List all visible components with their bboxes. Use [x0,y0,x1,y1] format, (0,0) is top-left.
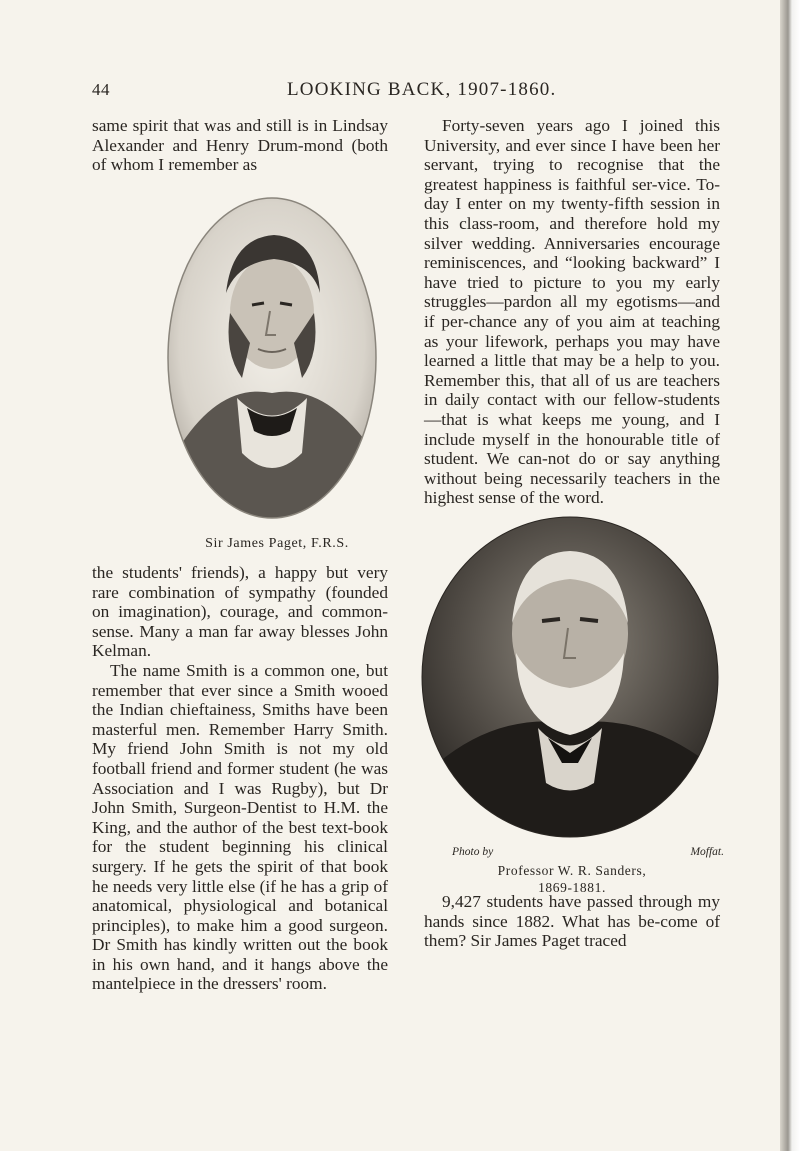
left-paragraph-1: the students' friends), a happy but very rare combination of sympathy (founded on imagination), courage, and common-sense. Many a man far away blesses John Kelman. [92,563,388,661]
portrait-paget [162,193,382,523]
page-number: 44 [92,80,110,99]
left-top-paragraph: same spirit that was and still is in Lindsay Alexander and Henry Drum-mond (both of whom I remember as [92,116,388,175]
portrait-sanders [418,513,722,841]
right-column-top [424,116,720,508]
left-column-top [92,116,388,175]
portrait-caption-paget: Sir James Paget, F.R.S. [205,536,349,551]
left-paragraph-2: The name Smith is a common one, but remember that ever since a Smith wooed the Indian chieftainess, Smiths have been masterful men. Remember Harry Smith. My friend John Smith is not my old football friend and former student (he was Association and I was Rugby), but Dr John Smith, Surgeon-Dentist to H.M. the King, and the author of the best text-book for the student beginning his clinical surgery. If he gets the spirit of that book he needs very little else (if he has a grip of anatomical, physiological and botanical principles), to make him a good surgeon. Dr Smith has kindly written out the book in his own hand, and it hangs above the mantelpiece in the dressers' room. [92,660,388,994]
left-column-bottom [92,563,388,994]
right-top-paragraph: Forty-seven years ago I joined this University, and ever since I have been her servant, trying to recognise that the greatest happiness is faithful ser-vice. To-day I enter on my twenty-fifth session in this class-room, and therefore hold my silver wedding. Anniversaries encourage reminiscences, and “looking backward” I have tried to picture to you my early struggles—pardon all my egotisms—and if per-chance any of you aim at teaching as your lifework, perhaps you may have learned a little that may be a help to you. Remember this, that all of us are teachers in daily contact with our fellow-students—that is what keeps me young, and I include myself in the honourable title of student. We can-not do or say anything without being necessarily teachers in the highest sense of the word. [424,116,720,508]
portrait-caption-sanders-name: Professor W. R. Sanders, [497,863,647,878]
portrait-caption-sanders-years: 1869-1881. [538,880,606,895]
right-bottom-paragraph: 9,427 students have passed through my hands since 1882. What has be-come of them? Sir James Paget traced [424,892,720,951]
photo-credit-studio: Moffat. [690,846,724,858]
photo-credit-by: Photo by [452,846,494,858]
page-edge [780,0,800,1151]
portrait-caption-sanders [424,862,720,896]
right-column-bottom [424,892,720,951]
running-title: LOOKING BACK, 1907-1860. [287,79,557,100]
